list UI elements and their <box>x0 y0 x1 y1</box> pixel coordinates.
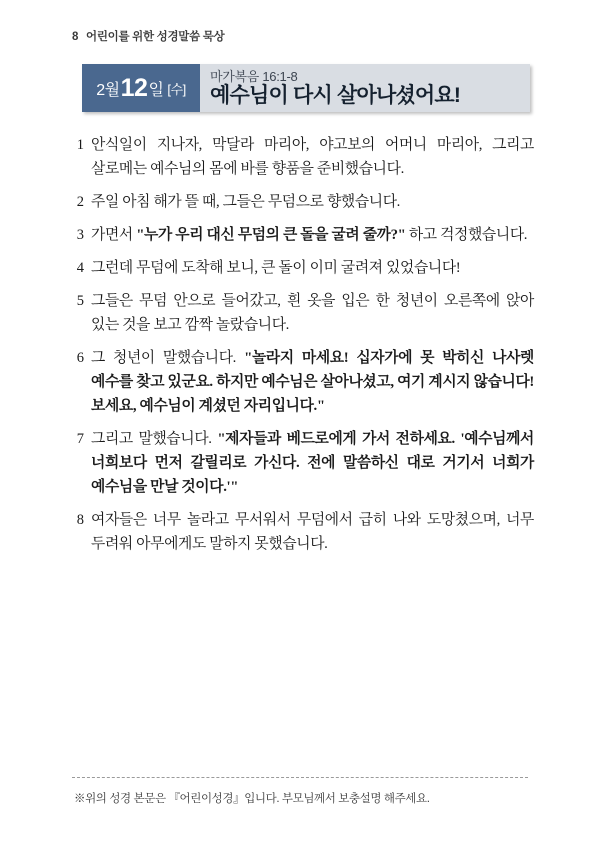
lesson-title: 예수님이 다시 살아나셨어요! <box>210 84 461 108</box>
verse-plain: 여자들은 너무 놀라고 무서워서 무덤에서 급히 나와 도망쳤으며, 너무 두려워 아무에게도 말하지 못했습니다. <box>91 511 534 552</box>
footer-divider <box>72 777 528 778</box>
verse-row <box>64 509 534 557</box>
page-footer <box>44 777 556 806</box>
verse-row <box>64 134 534 182</box>
verse-row <box>64 257 534 281</box>
verse-emphasis: "누가 우리 대신 무덤의 큰 돌을 굴려 줄까?" <box>136 226 406 243</box>
footer-note: ※위의 성경 본문은 『어린이성경』입니다. 부모님께서 보충설명 해주세요. <box>74 793 430 805</box>
banner-day: 12 <box>120 73 148 102</box>
verse-text <box>91 290 534 338</box>
verse-row <box>64 224 534 248</box>
verse-emphasis: "제자들과 베드로에게 가서 전하세요. '예수님께서 너희보다 먼저 갈릴리로 가신다. 전에 말씀하신 대로 거기서 너희가 예수님을 만날 것이다.'" <box>91 430 534 495</box>
verse-plain: 그들은 무덤 안으로 들어갔고, 흰 옷을 입은 한 청년이 오른쪽에 앉아 있는 것을 보고 깜짝 놀랐습니다. <box>91 292 534 333</box>
banner-text-block <box>200 64 530 112</box>
verse-text <box>91 134 534 182</box>
lesson-banner <box>82 64 530 112</box>
banner-weekday: [수] <box>167 81 186 97</box>
verse-plain: 가면서 <box>91 226 137 243</box>
verse-text <box>91 347 534 419</box>
verse-plain: 주일 아침 해가 뜰 때, 그들은 무덤으로 향했습니다. <box>91 193 401 210</box>
verse-text <box>91 428 534 500</box>
page-number: 8 <box>72 31 79 43</box>
verse-text <box>91 509 534 557</box>
verse-row <box>64 191 534 215</box>
verse-number: 2 <box>76 193 84 210</box>
verse-number: 5 <box>76 292 84 309</box>
banner-month: 2월 <box>96 81 120 99</box>
verse-number: 8 <box>76 511 84 528</box>
verse-plain: 그런데 무덤에 도착해 보니, 큰 돌이 이미 굴려져 있었습니다! <box>91 259 461 276</box>
verse-text <box>91 224 534 248</box>
verse-plain: 하고 걱정했습니다. <box>405 226 528 243</box>
verse-plain: 그리고 말했습니다. <box>91 430 218 447</box>
verse-number: 1 <box>76 137 84 153</box>
banner-day-unit: 일 <box>148 81 164 99</box>
verse-list <box>64 134 534 557</box>
verse-plain: 그 청년이 말했습니다. <box>91 349 245 366</box>
verse-row <box>64 428 534 500</box>
scripture-reference: 마가복음 16:1-8 <box>210 68 298 84</box>
verse-plain: 안식일이 지나자, 막달라 마리아, 야고보의 어머니 마리아, 그리고 살로메는 예수님의 몸에 바를 향품을 준비했습니다. <box>91 137 534 177</box>
book-title: 어린이를 위한 성경말씀 묵상 <box>86 31 225 43</box>
running-header <box>72 28 556 44</box>
verse-row <box>64 347 534 419</box>
verse-number: 3 <box>76 226 84 243</box>
verse-number: 4 <box>76 259 84 276</box>
verse-number: 6 <box>76 349 84 366</box>
banner-date-block <box>82 64 200 112</box>
verse-text <box>91 257 534 281</box>
verse-emphasis: "놀라지 마세요! 십자가에 못 박히신 나사렛 예수를 찾고 있군요. 하지만 예수님은 살아나셨고, 여기 계시지 않습니다! 보세요, 예수님이 계셨던 자리입니다." <box>91 349 534 414</box>
verse-row <box>64 290 534 338</box>
verse-number: 7 <box>76 430 84 447</box>
verse-text <box>91 191 534 215</box>
